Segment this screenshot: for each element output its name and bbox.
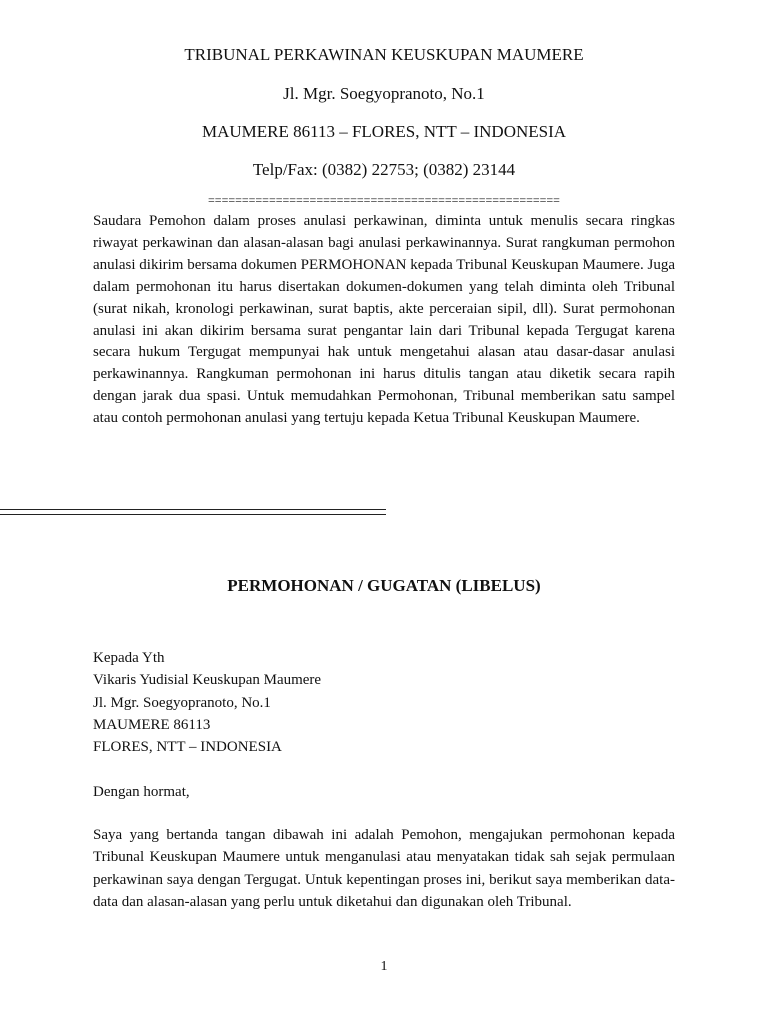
address-line-1: Kepada Yth bbox=[93, 650, 165, 666]
address-line-4: MAUMERE 86113 bbox=[93, 716, 211, 733]
address-line-3: Jl. Mgr. Soegyopranoto, No.1 bbox=[93, 694, 271, 711]
intro-paragraph: Saudara Pemohon dalam proses anulasi perkawinan, diminta untuk menulis secara ringkas riwayat perkawinan dan alasan-alasan bagi anulasi perkawinannya. Surat rangkuman permohon anulasi dikirim bersama dokumen PERMOHONAN kepada Tribunal Keuskupan Maumere. Juga dalam permohonan itu harus disertakan dokumen-dokumen yang telah diminta oleh Tribunal (surat nikah, kronologi perkawinan, surat baptis, akte perceraian sipil, dll). Surat permohonan anulasi ini akan dikirim bersama surat pengantar lain dari Tribunal kepada Tergugat karena secara hukum Tergugat mempunyai hak untuk mengetahui alasan atau dasar-dasar anulasi perkawinannya. Rangkuman permohonan ini harus ditulis tangan atau diketik secara rapih dengan jarak dua spasi. Untuk memudahkan Permohonan, Tribunal memberikan satu sampel atau contoh permohonan anulasi yang tertuju kepada Ketua Tribunal Keuskupan Maumere. bbox=[93, 213, 675, 427]
double-rule-divider bbox=[0, 509, 386, 515]
address-line-2: Vikaris Yudisial Keuskupan Maumere bbox=[93, 672, 322, 689]
page-number: 1 bbox=[380, 959, 388, 974]
header-street: Jl. Mgr. Soegyopranoto, No.1 bbox=[283, 84, 485, 103]
section-title: PERMOHONAN / GUGATAN (LIBELUS) bbox=[227, 576, 541, 595]
header-separator: ==================================================== bbox=[208, 193, 560, 207]
header-institution: TRIBUNAL PERKAWINAN KEUSKUPAN MAUMERE bbox=[184, 45, 584, 64]
header-phone: Telp/Fax: (0382) 22753; (0382) 23144 bbox=[252, 160, 516, 179]
greeting: Dengan hormat, bbox=[93, 784, 190, 800]
address-line-5: FLORES, NTT – INDONESIA bbox=[93, 739, 282, 756]
recipient-address bbox=[93, 647, 675, 758]
body-paragraph: Saya yang bertanda tangan dibawah ini adalah Pemohon, mengajukan permohonan kepada Tribunal Keuskupan Maumere untuk menganulasi atau menyatakan tidak sah sejak permulaan perkawinan saya dengan Tergugat. Untuk kepentingan proses ini, berikut saya memberikan data-data dan alasan-alasan yang perlu untuk diketahui dan digunakan oleh Tribunal. bbox=[93, 827, 675, 911]
header-city: MAUMERE 86113 – FLORES, NTT – INDONESIA bbox=[201, 122, 567, 141]
